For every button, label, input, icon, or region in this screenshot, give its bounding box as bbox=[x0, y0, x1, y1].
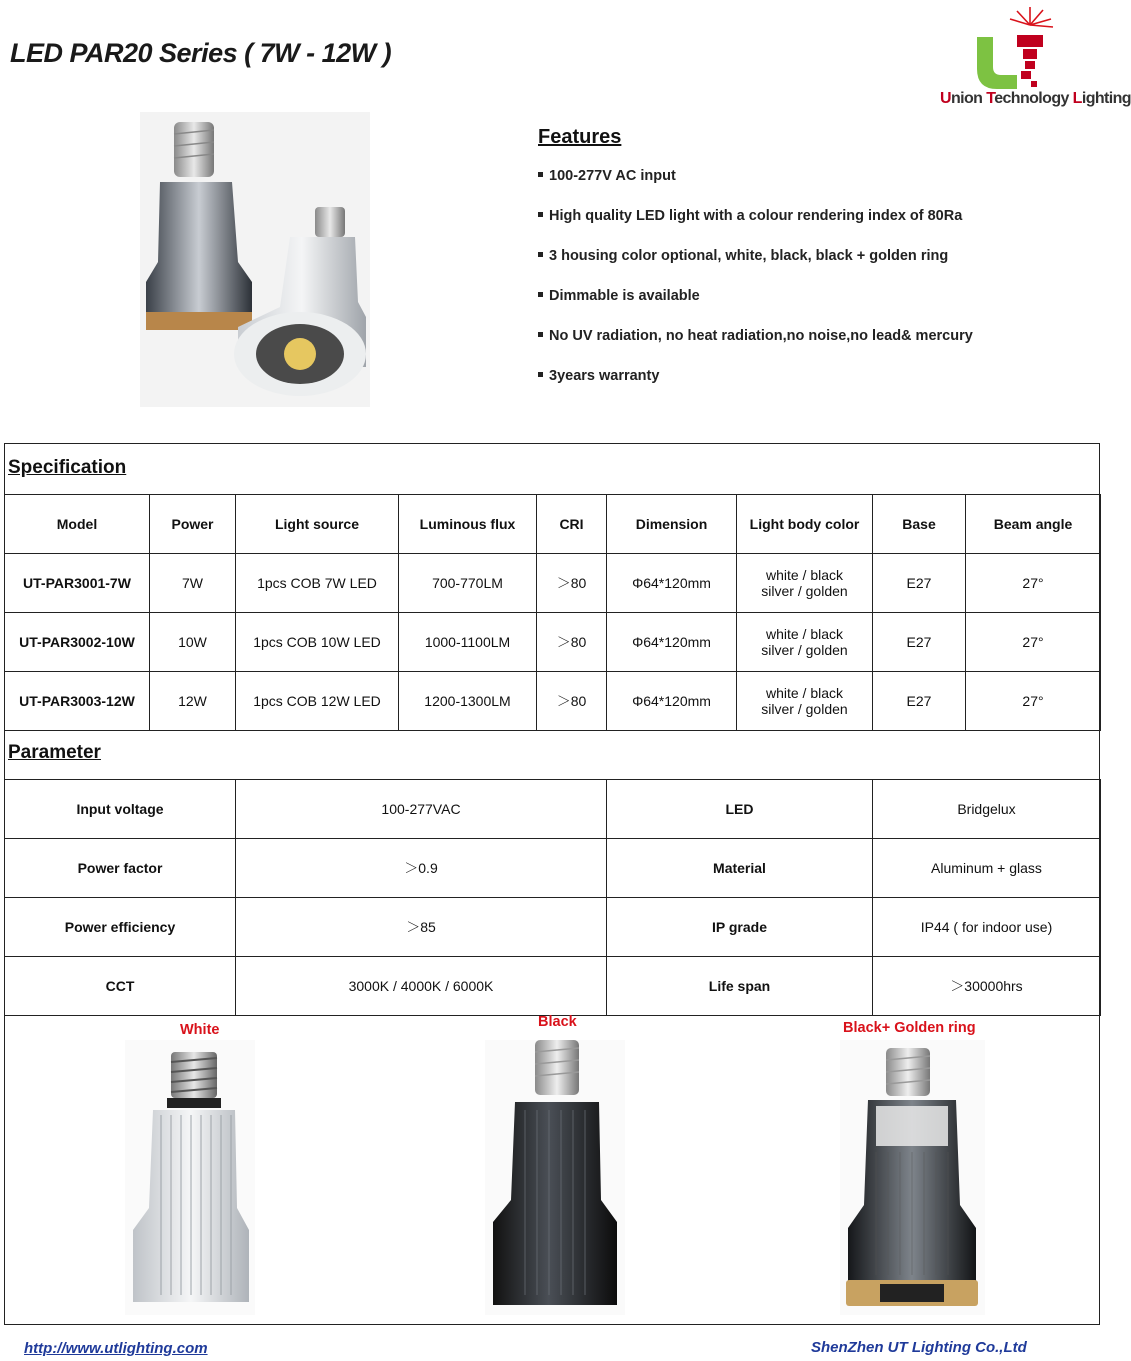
table-header-row bbox=[5, 495, 1101, 554]
model-cell: UT-PAR3001-7W bbox=[5, 554, 150, 613]
feature-item: Dimmable is available bbox=[538, 287, 1078, 327]
table-cell: 27° bbox=[966, 672, 1101, 731]
table-cell: 1200-1300LM bbox=[399, 672, 537, 731]
table-row bbox=[5, 672, 1101, 731]
black-lamp-photo bbox=[485, 1040, 625, 1315]
column-header: Power bbox=[150, 495, 236, 554]
bullet-icon bbox=[538, 212, 543, 217]
table-cell: E27 bbox=[873, 672, 966, 731]
param-value: Aluminum + glass bbox=[873, 839, 1101, 898]
param-label: LED bbox=[607, 780, 873, 839]
table-cell: 27° bbox=[966, 613, 1101, 672]
logo-wordmark: Union Technology Lighting bbox=[940, 90, 1131, 107]
table-row bbox=[5, 554, 1101, 613]
table-cell: white / black silver / golden bbox=[737, 613, 873, 672]
table-cell: Φ64*120mm bbox=[607, 672, 737, 731]
variant-label-white: White bbox=[180, 1022, 220, 1038]
table-cell: 27° bbox=[966, 554, 1101, 613]
param-value: IP44 ( for indoor use) bbox=[873, 898, 1101, 957]
bullet-icon bbox=[538, 292, 543, 297]
footer-website-link[interactable]: http://www.utlighting.com bbox=[24, 1340, 208, 1357]
column-header: Beam angle bbox=[966, 495, 1101, 554]
bullet-icon bbox=[538, 172, 543, 177]
table-cell: 1000-1100LM bbox=[399, 613, 537, 672]
table-cell: ＞80 bbox=[537, 672, 607, 731]
page-title: LED PAR20 Series ( 7W - 12W ) bbox=[10, 38, 392, 68]
param-label: Input voltage bbox=[5, 780, 236, 839]
table-row bbox=[5, 957, 1101, 1016]
table-cell: Φ64*120mm bbox=[607, 613, 737, 672]
model-cell: UT-PAR3002-10W bbox=[5, 613, 150, 672]
model-cell: UT-PAR3003-12W bbox=[5, 672, 150, 731]
features-section bbox=[538, 126, 1078, 407]
column-header: Base bbox=[873, 495, 966, 554]
table-cell: E27 bbox=[873, 554, 966, 613]
feature-item: 100-277V AC input bbox=[538, 167, 1078, 207]
table-row bbox=[5, 839, 1101, 898]
column-header: Light source bbox=[236, 495, 399, 554]
specification-table bbox=[4, 494, 1101, 731]
column-header: Light body color bbox=[737, 495, 873, 554]
table-cell: white / black silver / golden bbox=[737, 672, 873, 731]
param-value: ＞30000hrs bbox=[873, 957, 1101, 1016]
table-cell: 7W bbox=[150, 554, 236, 613]
table-cell: 1pcs COB 10W LED bbox=[236, 613, 399, 672]
table-cell: ＞80 bbox=[537, 613, 607, 672]
param-label: CCT bbox=[5, 957, 236, 1016]
features-heading: Features bbox=[538, 126, 622, 148]
table-cell: white / black silver / golden bbox=[737, 554, 873, 613]
feature-item: 3years warranty bbox=[538, 367, 1078, 407]
column-header: CRI bbox=[537, 495, 607, 554]
bullet-icon bbox=[538, 372, 543, 377]
param-value: 3000K / 4000K / 6000K bbox=[236, 957, 607, 1016]
parameter-table bbox=[4, 779, 1101, 1016]
feature-item: No UV radiation, no heat radiation,no noise,no lead& mercury bbox=[538, 327, 1078, 367]
table-cell: 1pcs COB 12W LED bbox=[236, 672, 399, 731]
param-label: Power efficiency bbox=[5, 898, 236, 957]
feature-item: 3 housing color optional, white, black, black + golden ring bbox=[538, 247, 1078, 287]
param-label: Power factor bbox=[5, 839, 236, 898]
specification-heading: Specification bbox=[8, 457, 127, 478]
table-row bbox=[5, 898, 1101, 957]
table-row bbox=[5, 613, 1101, 672]
footer-company-name: ShenZhen UT Lighting Co.,Ltd bbox=[811, 1339, 1027, 1356]
table-cell: 10W bbox=[150, 613, 236, 672]
param-value: ＞0.9 bbox=[236, 839, 607, 898]
param-value: Bridgelux bbox=[873, 780, 1101, 839]
table-cell: Φ64*120mm bbox=[607, 554, 737, 613]
bullet-icon bbox=[538, 252, 543, 257]
variant-label-black-golden: Black+ Golden ring bbox=[843, 1020, 976, 1036]
table-cell: ＞80 bbox=[537, 554, 607, 613]
param-label: Material bbox=[607, 839, 873, 898]
column-header: Luminous flux bbox=[399, 495, 537, 554]
table-cell: 12W bbox=[150, 672, 236, 731]
table-row bbox=[5, 780, 1101, 839]
param-value: ＞85 bbox=[236, 898, 607, 957]
column-header: Model bbox=[5, 495, 150, 554]
white-lamp-photo bbox=[125, 1040, 255, 1315]
column-header: Dimension bbox=[607, 495, 737, 554]
bullet-icon bbox=[538, 332, 543, 337]
parameter-heading: Parameter bbox=[8, 742, 101, 763]
product-photo bbox=[140, 112, 370, 407]
feature-item: High quality LED light with a colour rendering index of 80Ra bbox=[538, 207, 1078, 247]
black-golden-lamp-photo bbox=[840, 1040, 985, 1315]
table-cell: E27 bbox=[873, 613, 966, 672]
param-label: Life span bbox=[607, 957, 873, 1016]
variant-label-black: Black bbox=[538, 1014, 577, 1030]
param-label: IP grade bbox=[607, 898, 873, 957]
param-value: 100-277VAC bbox=[236, 780, 607, 839]
table-cell: 700-770LM bbox=[399, 554, 537, 613]
table-cell: 1pcs COB 7W LED bbox=[236, 554, 399, 613]
